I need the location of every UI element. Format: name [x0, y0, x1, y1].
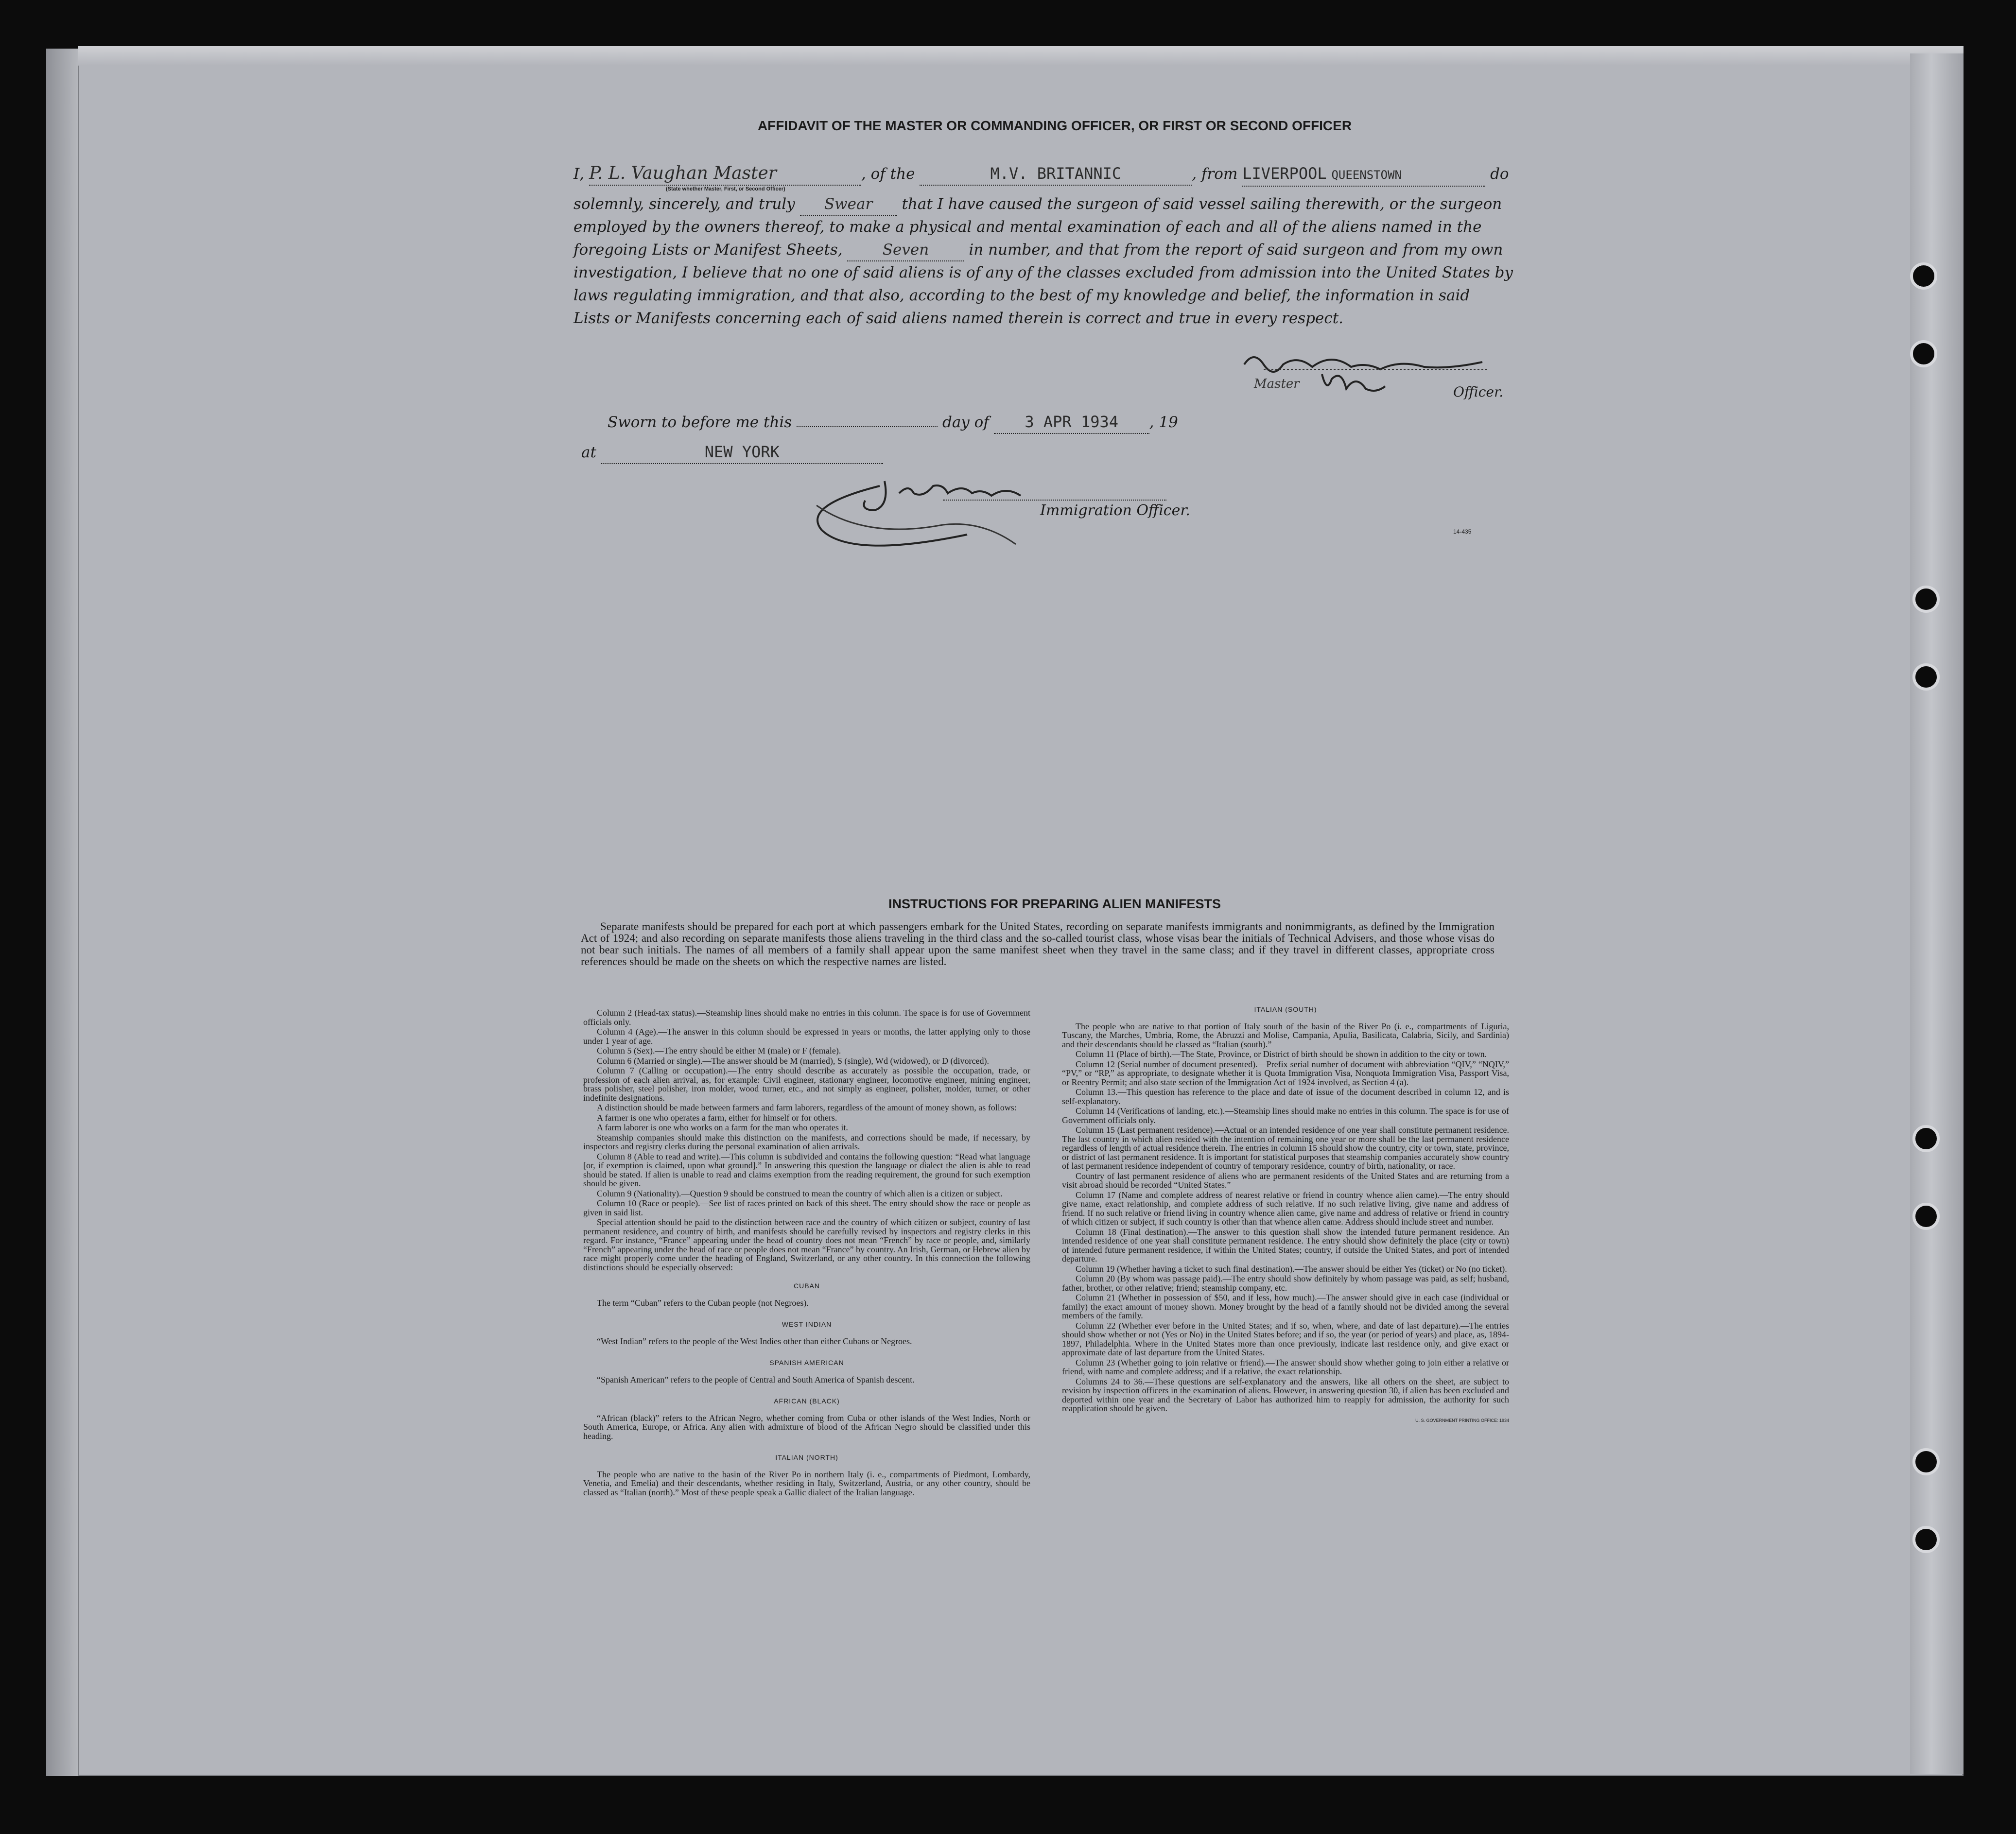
- year-prefix: , 19: [1149, 414, 1178, 431]
- instruction-paragraph: “Spanish American” refers to the people of Central and South America of Spanish descent.: [597, 1374, 915, 1384]
- signature-title: Master: [1254, 377, 1300, 391]
- affidavit-line-4: [574, 239, 1512, 261]
- instruction-paragraph: Column 2 (Head-tax status).—Steamship lines should make no entries in this column. The space is for use of Government officials only.: [583, 1008, 1030, 1027]
- instruction-paragraph: Column 7 (Calling or occupation).—The entry should describe as accurately as possible the occupation, trade, or profession of each alien arrival, as, for example: Civil engineer, stationary engineer, locomotive engineer, mining engineer, brass polisher, steel polisher, iron molder, wood turner, etc., and not simply as engineer, polisher, molder, turner, or other indefinite designations.: [583, 1066, 1030, 1103]
- sworn-line: [608, 411, 1546, 434]
- instruction-paragraph: Column 17 (Name and complete address of nearest relative or friend in country whence alien came).—The entry should give name, exact relationship, and complete address of such relative. If no such relative living, give name and address of friend. If no such relative or friend living in country whence alien came, give name and address of relative or friend in country of which citizen or subject, if such country is other than that whence alien came. Address should include street and number.: [1062, 1190, 1509, 1227]
- affidavit-line-1: [574, 163, 1512, 187]
- affidavit-line-3: employed by the owners thereof, to make a physical and mental examination of each and all of the aliens named in the: [574, 218, 1482, 236]
- master-signature-text: [1254, 377, 1300, 391]
- affidavit-line-7: Lists or Manifests concerning each of said aliens named therein is correct and true in every respect.: [574, 310, 1344, 327]
- instruction-paragraph: Column 21 (Whether in possession of $50, and if less, how much).—The answer should give in each case (individual or family) the exact amount of money shown. Money brought by the head of a family should not be divided among the several members of the family.: [1062, 1293, 1509, 1320]
- instruction-paragraph: Column 9 (Nationality).—Question 9 should be construed to mean the country of which alien is a citizen or subject.: [597, 1188, 1003, 1198]
- paper-top-edge: [78, 46, 1964, 66]
- instruction-paragraph: Steamship companies should make this distinction on the manifests, and corrections should be made, if necessary, by inspectors and registry clerks during the personal examination of alien arrivals.: [583, 1132, 1030, 1151]
- affidavit-text: in number, and that from the report of said surgeon and from my own: [969, 241, 1503, 259]
- instruction-paragraph: A distinction should be made between farmers and farm laborers, regardless of the amount of money shown, as follows:: [597, 1103, 1017, 1112]
- binder-hole: [1912, 1448, 1940, 1475]
- binder-hole: [1910, 262, 1937, 290]
- instruction-paragraph: Column 18 (Final destination).—The answer to this question shall show the intended future permanent residence. An intended residence of one year shall constitute permanent residence. The entry should show definitely the place (city or town) of intended future permanent residence, if within the United States; country, if outside the United States, and port of intended departure.: [1062, 1227, 1509, 1263]
- affidavit-text: that I have caused the surgeon of said vessel sailing therewith, or the surgeon: [902, 195, 1502, 213]
- affidavit-line-5: investigation, I believe that no one of said aliens is of any of the classes excluded from admission into the United States by: [574, 264, 1513, 281]
- instruction-paragraph: “African (black)” refers to the African Negro, whether coming from Cuba or other islands of the West Indies, North or South America, Europe, or Africa. Any alien with admixture of blood of the African Negro should be classified under this heading.: [583, 1413, 1030, 1441]
- heading-italian-north: ITALIAN (NORTH): [775, 1453, 838, 1461]
- officer-name-field: [589, 163, 861, 186]
- heading-cuban: CUBAN: [793, 1282, 820, 1290]
- affidavit-i: I,: [574, 165, 585, 183]
- affidavit-title: AFFIDAVIT OF THE MASTER OR COMMANDING OFFICER, OR FIRST OR SECOND OFFICER: [757, 118, 1352, 133]
- heading-italian-south: ITALIAN (SOUTH): [1254, 1005, 1317, 1013]
- instructions-left-column: [583, 1008, 1030, 1498]
- port-stamp-2: QUEENSTOWN: [1331, 168, 1402, 182]
- binder-hole: [1912, 1203, 1940, 1230]
- printing-office-imprint: U. S. GOVERNMENT PRINTING OFFICE: 1934: [1415, 1418, 1509, 1423]
- instruction-paragraph: Column 11 (Place of birth).—The State, Province, or District of birth should be shown in addition to the city or town.: [1076, 1049, 1487, 1059]
- paper-left-edge: [46, 49, 80, 1776]
- instructions-right-column: [1062, 1005, 1509, 1425]
- date-stamp: 3 APR 1934: [1025, 413, 1118, 431]
- heading-spanish-american: SPANISH AMERICAN: [769, 1359, 844, 1367]
- immigration-officer-label: Immigration Officer.: [1040, 502, 1190, 519]
- instruction-paragraph: Column 13.—This question has reference to the place and date of issue of the document described in column 12, and is self-explanatory.: [1062, 1087, 1509, 1106]
- instruction-paragraph: A farmer is one who operates a farm, either for himself or for others.: [597, 1112, 837, 1123]
- instruction-paragraph: Columns 24 to 36.—These questions are self-explanatory and the answers, like all others on the sheet, are subject to revision by inspection officers in the examination of aliens. However, in answering question 30, if alien has been excluded and deported within one year and the Secretary of Labor has authorized him to reapply for admission, the authority for such reapplication should be given.: [1062, 1376, 1509, 1413]
- instruction-paragraph: Column 10 (Race or people).—See list of races printed on back of this sheet. The entry should show the race or people as given in said list.: [583, 1198, 1030, 1217]
- at-line: [581, 441, 1519, 464]
- officer-name-handwriting: P. L. Vaughan Master: [589, 163, 777, 183]
- place-stamp: NEW YORK: [704, 443, 780, 461]
- immigration-officer-line: [943, 500, 1166, 501]
- heading-west-indian: WEST INDIAN: [782, 1320, 832, 1328]
- do-label: do: [1490, 165, 1509, 183]
- affidavit-text: solemnly, sincerely, and truly: [574, 195, 795, 213]
- instruction-paragraph: Column 14 (Verifications of landing, etc.).—Steamship lines should make no entries in this column. The space is for use of Government officials only.: [1062, 1106, 1509, 1125]
- instructions-intro: Separate manifests should be prepared for each port at which passengers embark for the United States, recording on separate manifests immigrants and nonimmigrants, as defined by the Immigration Act of 1924; and also recording on separate manifests those aliens traveling in the third class and the so-called tourist class, whose visas bear the initials of Technical Advisers, and those whose visas do not bear such initials. The names of all members of a family shall appear upon the same manifest sheet when they travel in the same class; and if they travel in different classes, appropriate cross references should be made on the sheets on which the respective names are listed.: [581, 920, 1495, 968]
- of-the-label: , of the: [861, 165, 915, 183]
- binder-hole: [1910, 340, 1937, 367]
- from-label: , from: [1192, 165, 1238, 183]
- instruction-paragraph: Column 5 (Sex).—The entry should be either M (male) or F (female).: [597, 1046, 841, 1055]
- instruction-paragraph: Special attention should be paid to the distinction between race and the country of which citizen or subject, country of last permanent residence, and country of birth, and manifests should be carefully revised by inspectors and registry clerks in this regard. For instance, “France” appearing under the head of country does not mean “French” by race or people, and, similarly “French” appearing under the head of race or people does not mean “France” by country. An Irish, German, or Hebrew alien by race might properly come under the heading of England, Switzerland, or any other country. In this connection the following distinctions should be especially observed:: [583, 1217, 1030, 1272]
- binder-hole: [1912, 663, 1940, 691]
- instruction-paragraph: Country of last permanent residence of aliens who are permanent residents of the United States and are returning from a visit abroad should be recorded “United States.”: [1062, 1171, 1509, 1190]
- sworn-day-field: [797, 426, 938, 427]
- port-field: [1242, 163, 1485, 187]
- binder-hole: [1912, 1125, 1940, 1152]
- binder-hole: [1912, 586, 1940, 613]
- instruction-paragraph: Column 6 (Married or single).—The answer should be M (married), S (single), Wd (widowed), or D (divorced).: [597, 1055, 989, 1066]
- instruction-paragraph: Column 4 (Age).—The answer in this column should be expressed in years or months, the latter applying only to those under 1 year of age.: [583, 1027, 1030, 1046]
- instruction-paragraph: Column 20 (By whom was passage paid).—The entry should show definitely by whom passage was paid, as self; husband, father, brother, or other relative; friend; steamship company, etc.: [1062, 1274, 1509, 1293]
- paper-right-edge: [1910, 53, 1964, 1774]
- instruction-paragraph: The term “Cuban” refers to the Cuban people (not Negroes).: [597, 1298, 809, 1308]
- affidavit-line-2: [574, 193, 1512, 216]
- instruction-paragraph: The people who are native to that portion of Italy south of the basin of the River Po (i. e., compartments of Liguria, Tuscany, the Marches, Umbria, Rome, the Abruzzi and Molise, Campania, Apulia, Basilicata, Calabria, Sicily, and Sardinia) and their descendants should be classed as “Italian (south).”: [1062, 1021, 1509, 1049]
- heading-african: AFRICAN (BLACK): [774, 1397, 840, 1405]
- count-handwriting: Seven: [882, 241, 929, 259]
- count-field: [847, 239, 964, 261]
- form-code: 14-435: [1453, 528, 1472, 535]
- instruction-paragraph: Column 15 (Last permanent residence).—Actual or an intended residence of one year shall constitute permanent residence. The last country in which alien resided with the intention of remaining one year or more shall be the last permanent residence regardless of length of actual residence therein. The entries in column 15 should show the country, city or town, state, province, or district of last permanent residence. It is important for statistical purposes that steamship companies accurately show country of last permanent residence independent of country of temporary residence, country of birth, nationality, or race.: [1062, 1125, 1509, 1171]
- place-field: [601, 441, 883, 464]
- instruction-paragraph: Column 8 (Able to read and write).—This column is subdivided and contains the following question: “Read what language [or, if exemption is claimed, upon what ground].” In answering this question the language or dialect the alien is able to read should be stated. If alien is unable to read and claims exemption from the reading requirement, the ground for such exemption should be given.: [583, 1151, 1030, 1188]
- officer-suffix: Officer.: [1453, 384, 1504, 400]
- sworn-label: Sworn to before me this: [608, 414, 792, 431]
- binder-hole: [1912, 1526, 1940, 1553]
- instruction-paragraph: Column 23 (Whether going to join relative or friend).—The answer should show whether going to join either a relative or friend, with name and complete address; and if a relative, the exact relationship.: [1062, 1357, 1509, 1376]
- instruction-paragraph: A farm laborer is one who works on a farm for the man who operates it.: [597, 1123, 848, 1132]
- affidavit-text: foregoing Lists or Manifest Sheets,: [574, 241, 843, 259]
- instructions-title: INSTRUCTIONS FOR PREPARING ALIEN MANIFESTS: [888, 897, 1221, 911]
- at-label: at: [581, 444, 596, 461]
- sworn-date-field: [994, 411, 1149, 434]
- oath-field: [800, 193, 897, 216]
- oath-handwriting: Swear: [824, 195, 873, 213]
- instruction-paragraph: Column 12 (Serial number of document presented).—Prefix serial number of document with abbreviation “QIV,” “NQIV,” “PV,” or “RP,” as appropriate, to designate whether it is Quota Immigration Visa, Nonquota Immigration Visa, Passport Visa, or Reentry Permit; and also state section of the Immigration Act of 1924 involved, as Section 4 (a).: [1062, 1059, 1509, 1087]
- officer-rank-caption: (State whether Master, First, or Second Officer): [666, 186, 785, 192]
- instruction-paragraph: Column 22 (Whether ever before in the United States; and if so, when, where, and date of last departure).—The entries should show whether or not (Yes or No) in the United States before; and if so, the year (or period of years) and place, as, 1894-1897, Philadelphia. Where in the United States more than once previously, indicate last residence only, and give exact or approximate date of last departure from the United States.: [1062, 1320, 1509, 1357]
- vessel-field: [920, 163, 1192, 186]
- instruction-paragraph: Column 19 (Whether having a ticket to such final destination).—The answer should be either Yes (ticket) or No (no ticket).: [1076, 1263, 1507, 1274]
- instruction-paragraph: “West Indian” refers to the people of the West Indies other than either Cubans or Negroes.: [597, 1336, 912, 1346]
- affidavit-line-6: laws regulating immigration, and that also, according to the best of my knowledge and belief, the information in said: [574, 287, 1470, 304]
- port-stamp: LIVERPOOL: [1242, 164, 1327, 183]
- day-of-label: day of: [942, 414, 989, 431]
- instruction-paragraph: The people who are native to the basin of the River Po in northern Italy (i. e., compartments of Piedmont, Lombardy, Venetia, and Emelia) and their descendants, whether residing in Italy, Switzerland, Austria, or any other country, should be classed as “Italian (north).” Most of these people speak a Gallic dialect of the Italian language.: [583, 1469, 1030, 1497]
- vessel-stamp: M.V. BRITANNIC: [990, 164, 1122, 183]
